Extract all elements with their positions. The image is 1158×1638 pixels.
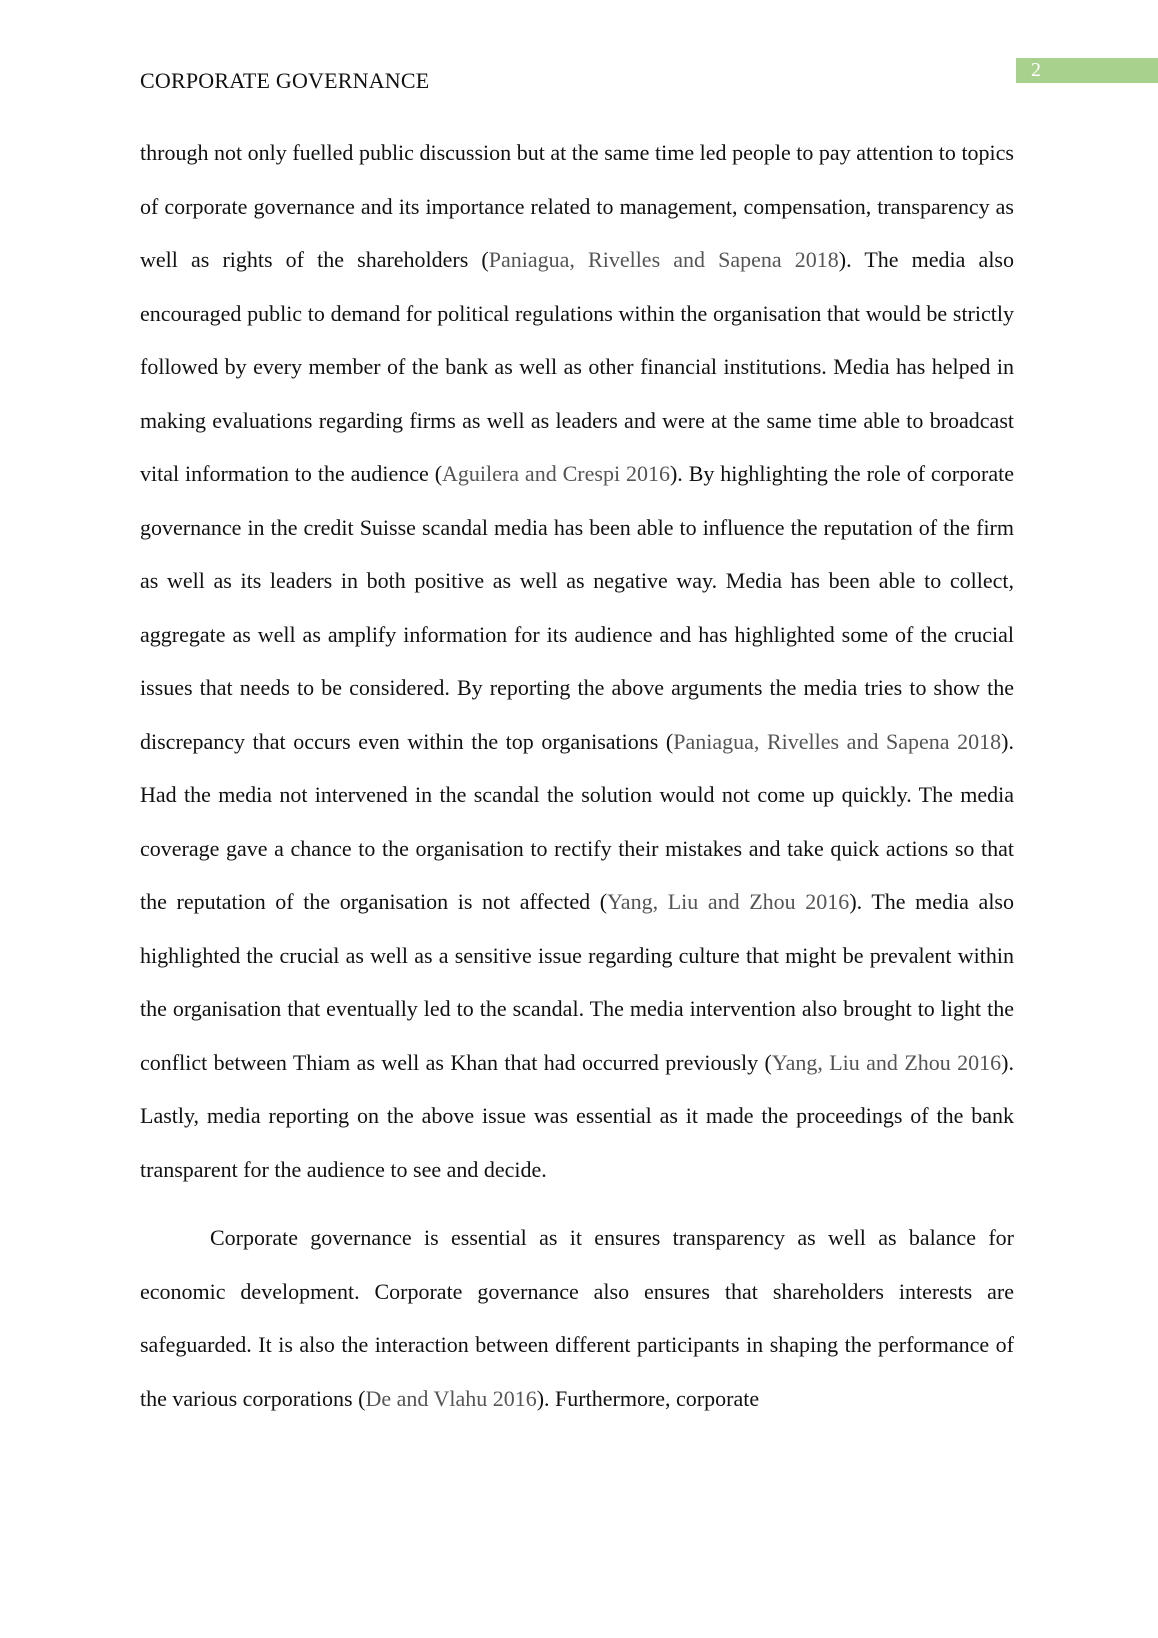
running-head: CORPORATE GOVERNANCE xyxy=(140,68,430,93)
text-segment: ). The media also encouraged public to demand for political regulations within the organisation that would be strictly followed by every member of the bank as well as other financial institutions. Media has helped in making evaluations regarding firms as well as leaders and were at the same time able to broadcast vital information to the audience ( xyxy=(140,247,1014,486)
paragraph-1 xyxy=(140,126,1014,1196)
citation: De and Vlahu 2016 xyxy=(365,1385,537,1411)
body-text xyxy=(140,126,1014,1425)
text-segment: ). By highlighting the role of corporate governance in the credit Suisse scandal media has been able to influence the reputation of the firm as well as its leaders in both positive as well as negative way. Media has been able to collect, aggregate as well as amplify information for its audience and has highlighted some of the crucial issues that needs to be considered. By reporting the above arguments the media tries to show the discrepancy that occurs even within the top organisations ( xyxy=(140,461,1014,754)
text-segment: ). The media also highlighted the crucial as well as a sensitive issue regarding culture that might be prevalent within the organisation that eventually led to the scandal. The media intervention also brought to light the conflict between Thiam as well as Khan that had occurred previously ( xyxy=(140,889,1014,1075)
text-segment: ). Furthermore, corporate xyxy=(536,1385,760,1411)
page-number: 2 xyxy=(1031,59,1041,81)
text-segment: Corporate governance is essential as it ensures transparency as well as balance for economic development. Corporate governance also ensures that shareholders interests are safeguarded. It is also the interaction between different participants in shaping the performance of the various corporations ( xyxy=(140,1225,1014,1411)
citation: Yang, Liu and Zhou 2016 xyxy=(771,1049,1002,1075)
citation: Paniagua, Rivelles and Sapena 2018 xyxy=(673,728,1002,754)
page-number-box xyxy=(1016,58,1158,83)
text-segment: ). Lastly, media reporting on the above issue was essential as it made the proceedings of the bank transparent for the audience to see and decide. xyxy=(140,1049,1014,1182)
text-segment: ). Had the media not intervened in the scandal the solution would not come up quickly. The media coverage gave a chance to the organisation to rectify their mistakes and take quick actions so that the reputation of the organisation is not affected ( xyxy=(140,728,1014,914)
text-segment: through not only fuelled public discussion but at the same time led people to pay attention to topics of corporate governance and its importance related to management, compensation, transparency as well as rights of the shareholders ( xyxy=(140,140,1014,272)
citation: Aguilera and Crespi 2016 xyxy=(442,461,670,486)
paragraph-2 xyxy=(140,1211,1014,1425)
citation: Yang, Liu and Zhou 2016 xyxy=(607,889,850,914)
citation: Paniagua, Rivelles and Sapena 2018 xyxy=(488,247,839,272)
